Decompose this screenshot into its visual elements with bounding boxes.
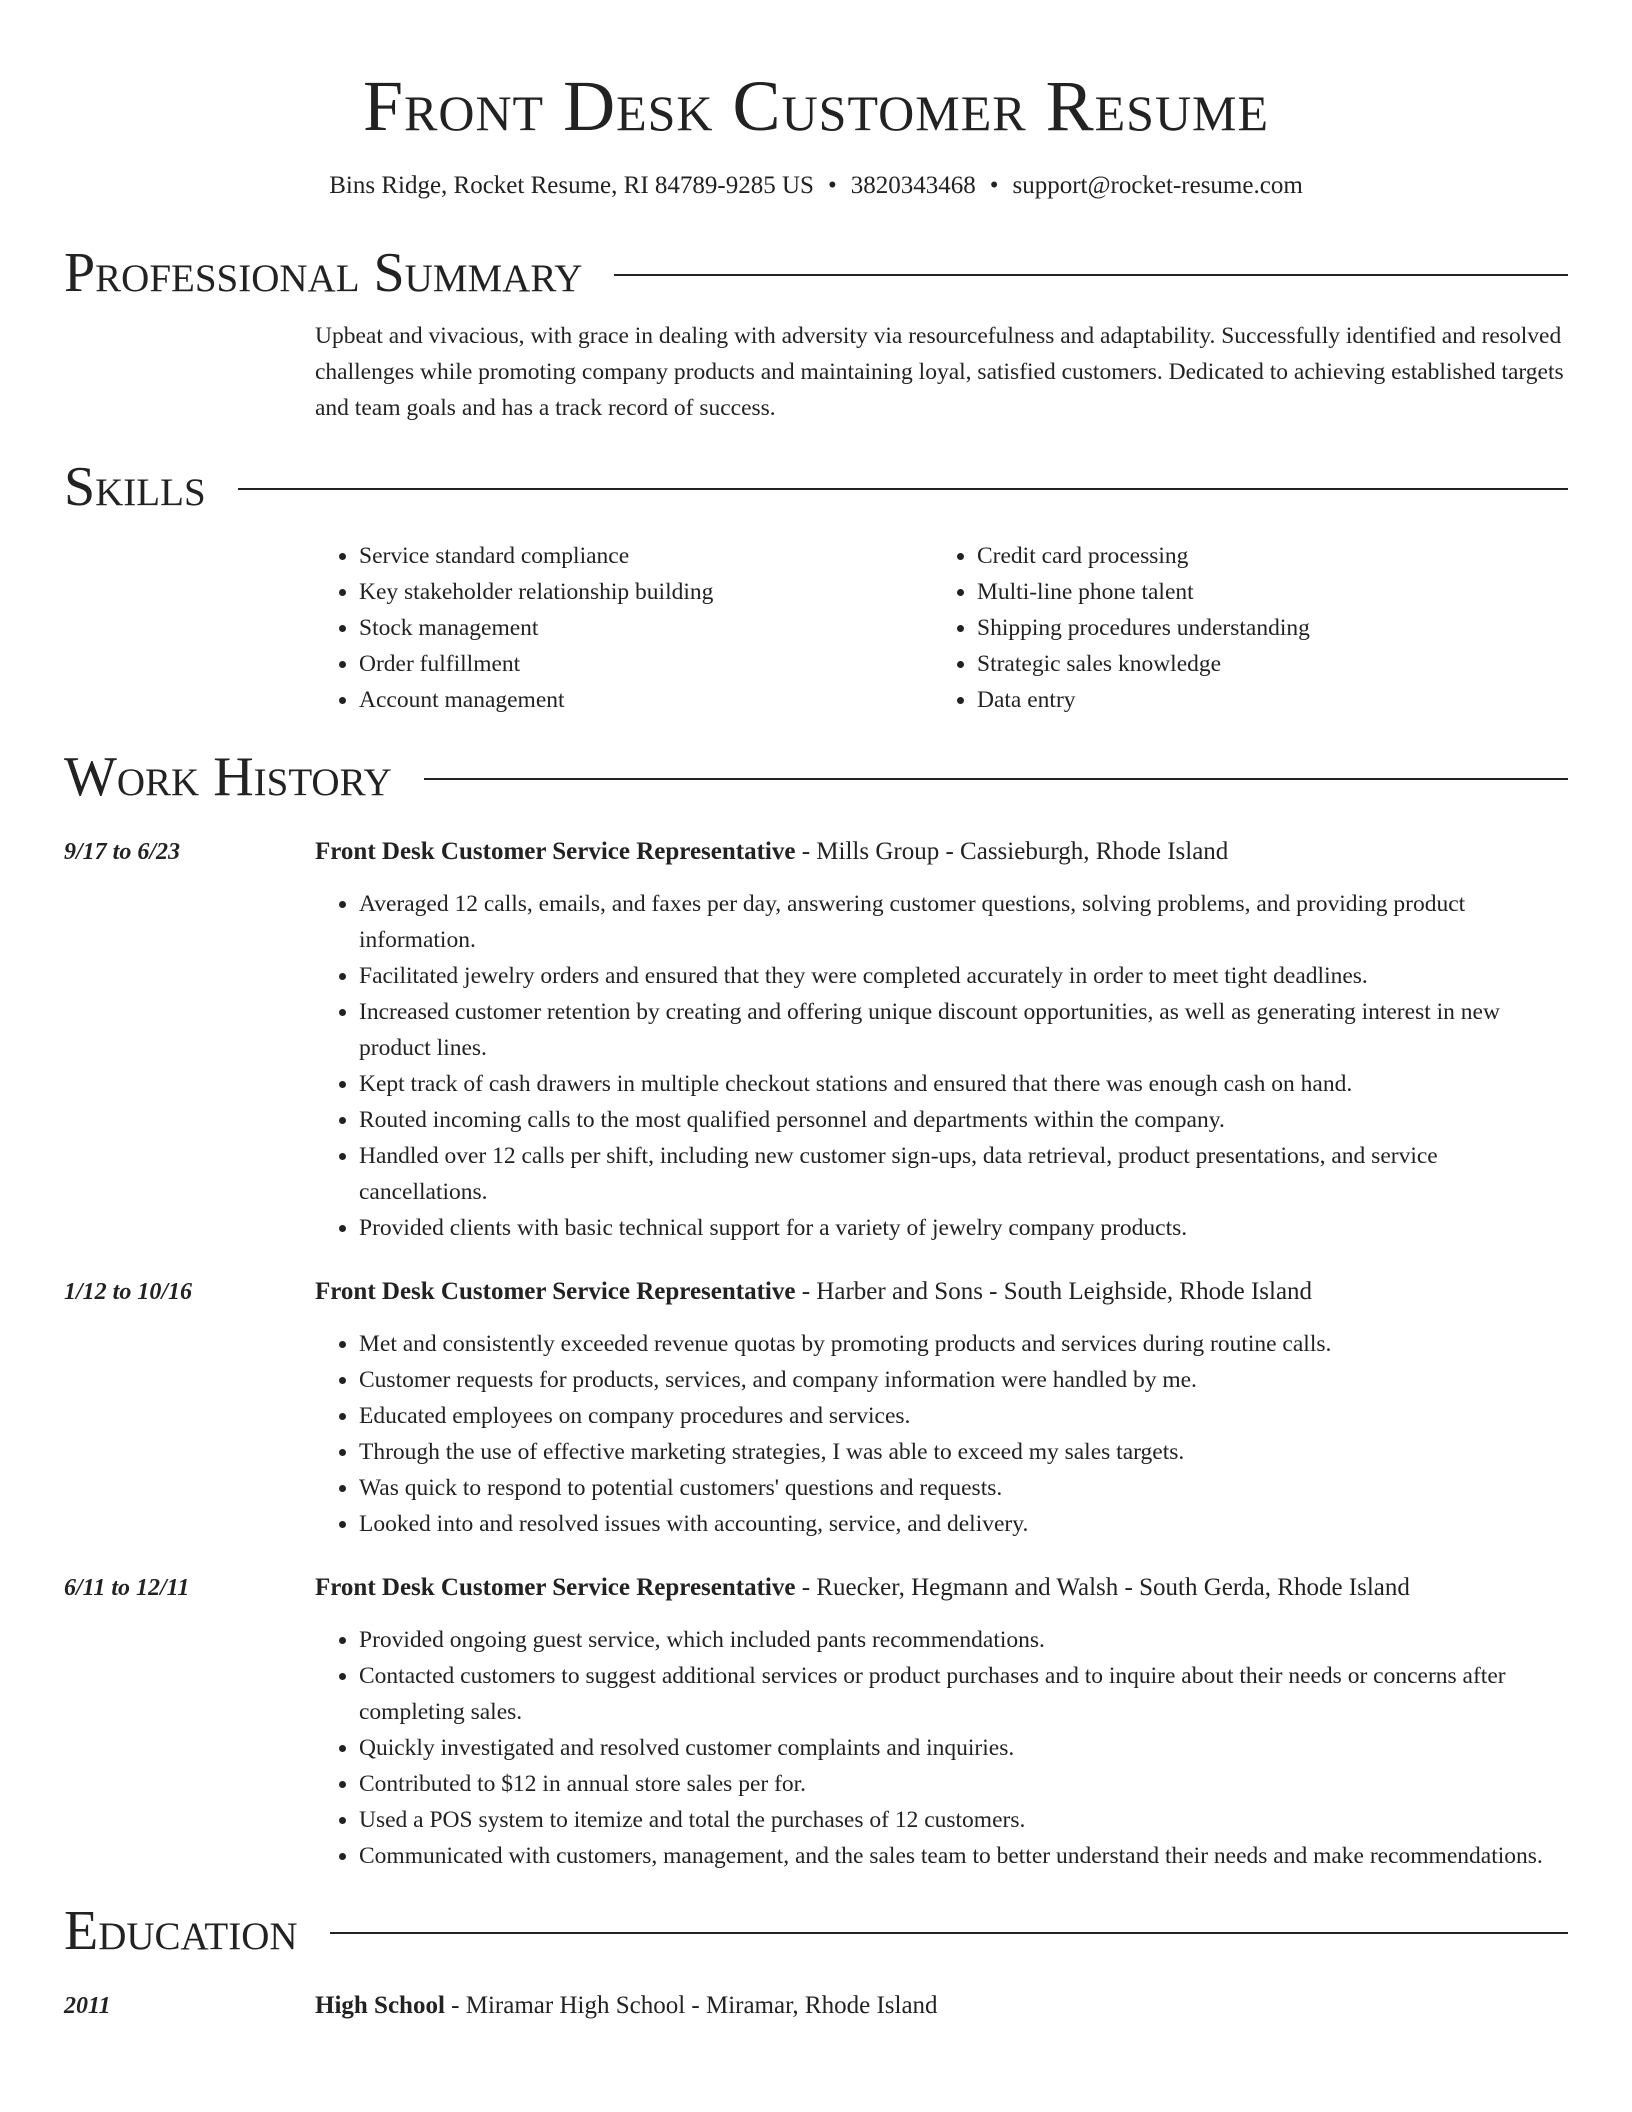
section-divider bbox=[614, 274, 1568, 276]
job-entry bbox=[64, 1570, 1568, 1874]
job-title: Front Desk Customer Service Representative bbox=[315, 1574, 796, 1601]
job-date: 6/11 to 12/11 bbox=[64, 1575, 190, 1601]
job-bullet: • Averaged 12 calls, emails, and faxes per day, answering customer questions, solving problems, and providing product information. bbox=[359, 886, 1568, 958]
job-details: - Mills Group - Cassieburgh, Rhode Island bbox=[795, 838, 1229, 865]
skills-column-left bbox=[315, 538, 933, 718]
job-bullet: • Quickly investigated and resolved customer complaints and inquiries. bbox=[359, 1730, 1568, 1766]
skill-item: • Stock management bbox=[359, 610, 933, 646]
education-details: - Miramar High School - Miramar, Rhode Island bbox=[444, 1992, 938, 2019]
job-bullet: • Customer requests for products, services, and company information were handled by me. bbox=[359, 1362, 1568, 1398]
skill-item: • Data entry bbox=[977, 682, 1551, 718]
contact-separator: • bbox=[989, 172, 999, 199]
contact-line bbox=[64, 170, 1568, 202]
job-bullet: • Used a POS system to itemize and total the purchases of 12 customers. bbox=[359, 1802, 1568, 1838]
skills-section-header bbox=[64, 454, 1568, 520]
job-bullet: • Met and consistently exceeded revenue quotas by promoting products and services during routine calls. bbox=[359, 1326, 1568, 1362]
summary-section-header bbox=[64, 240, 1568, 306]
job-bullet: • Increased customer retention by creating and offering unique discount opportunities, as well as generating interest in new product lines. bbox=[359, 994, 1568, 1066]
job-bullet: • Contacted customers to suggest additional services or product purchases and to inquire about their needs or concerns after completing sales. bbox=[359, 1658, 1568, 1730]
work-heading: Work History bbox=[64, 746, 392, 808]
skill-item: • Account management bbox=[359, 682, 933, 718]
job-title-line bbox=[315, 834, 1568, 870]
skill-item: • Strategic sales knowledge bbox=[977, 646, 1551, 682]
education-heading: Education bbox=[64, 1900, 298, 1962]
job-bullet: • Was quick to respond to potential customers' questions and requests. bbox=[359, 1470, 1568, 1506]
summary-text: Upbeat and vivacious, with grace in dealing with adversity via resourcefulness and adaptability. Successfully identified and resolved challenges while promoting company products and maintaining loyal, satisfied customers. Dedicated to achieving established targets and team goals and has a track record of success. bbox=[315, 323, 1564, 421]
contact-separator: • bbox=[827, 172, 837, 199]
job-bullets bbox=[315, 1326, 1568, 1542]
job-bullet: • Provided ongoing guest service, which included pants recommendations. bbox=[359, 1622, 1568, 1658]
job-bullet: • Handled over 12 calls per shift, including new customer sign-ups, data retrieval, product presentations, and service cancellations. bbox=[359, 1138, 1568, 1210]
education-section-header bbox=[64, 1898, 1568, 1964]
job-title: Front Desk Customer Service Representative bbox=[315, 838, 796, 865]
section-divider bbox=[424, 778, 1568, 780]
resume-page bbox=[64, 0, 1568, 2024]
skill-item: • Order fulfillment bbox=[359, 646, 933, 682]
job-entry bbox=[64, 834, 1568, 1246]
job-bullet: • Through the use of effective marketing strategies, I was able to exceed my sales targets. bbox=[359, 1434, 1568, 1470]
job-bullet: • Communicated with customers, management, and the sales team to better understand their needs and make recommendations. bbox=[359, 1838, 1568, 1874]
job-bullets bbox=[315, 1622, 1568, 1874]
section-divider bbox=[238, 488, 1568, 490]
job-date: 9/17 to 6/23 bbox=[64, 839, 181, 865]
education-date: 2011 bbox=[64, 1993, 111, 2019]
job-bullet: • Educated employees on company procedures and services. bbox=[359, 1398, 1568, 1434]
job-bullet: • Provided clients with basic technical support for a variety of jewelry company products. bbox=[359, 1210, 1568, 1246]
job-bullet: • Contributed to $12 in annual store sales per for. bbox=[359, 1766, 1568, 1802]
skill-item: • Key stakeholder relationship building bbox=[359, 574, 933, 610]
job-bullet: • Facilitated jewelry orders and ensured that they were completed accurately in order to meet tight deadlines. bbox=[359, 958, 1568, 994]
work-section-header bbox=[64, 744, 1568, 810]
job-title: Front Desk Customer Service Representative bbox=[315, 1278, 796, 1305]
skills-column-right bbox=[933, 538, 1551, 718]
contact-email: support@rocket-resume.com bbox=[1012, 172, 1303, 199]
skills-heading: Skills bbox=[64, 456, 206, 518]
job-bullet: • Routed incoming calls to the most qualified personnel and departments within the company. bbox=[359, 1102, 1568, 1138]
job-bullet: • Looked into and resolved issues with accounting, service, and delivery. bbox=[359, 1506, 1568, 1542]
job-details: - Ruecker, Hegmann and Walsh - South Gerda, Rhode Island bbox=[795, 1574, 1410, 1601]
job-details: - Harber and Sons - South Leighside, Rhode Island bbox=[795, 1278, 1313, 1305]
job-title-line bbox=[315, 1570, 1568, 1606]
job-bullet: • Kept track of cash drawers in multiple checkout stations and ensured that there was enough cash on hand. bbox=[359, 1066, 1568, 1102]
job-date: 1/12 to 10/16 bbox=[64, 1279, 193, 1305]
job-bullets bbox=[315, 886, 1568, 1246]
skill-item: • Multi-line phone talent bbox=[977, 574, 1551, 610]
resume-title: Front Desk Customer Resume bbox=[362, 66, 1270, 146]
skill-item: • Shipping procedures understanding bbox=[977, 610, 1551, 646]
summary-heading: Professional Summary bbox=[64, 242, 583, 304]
skills-list bbox=[315, 538, 1568, 718]
job-entry bbox=[64, 1274, 1568, 1542]
contact-phone: 3820343468 bbox=[850, 172, 976, 199]
contact-address: Bins Ridge, Rocket Resume, RI 84789-9285 US bbox=[329, 172, 814, 199]
job-title-line bbox=[315, 1274, 1568, 1310]
section-divider bbox=[330, 1932, 1568, 1934]
skill-item: • Service standard compliance bbox=[359, 538, 933, 574]
education-degree: High School bbox=[315, 1992, 445, 2019]
skill-item: • Credit card processing bbox=[977, 538, 1551, 574]
education-line bbox=[315, 1988, 1568, 2024]
education-entry bbox=[64, 1988, 1568, 2024]
